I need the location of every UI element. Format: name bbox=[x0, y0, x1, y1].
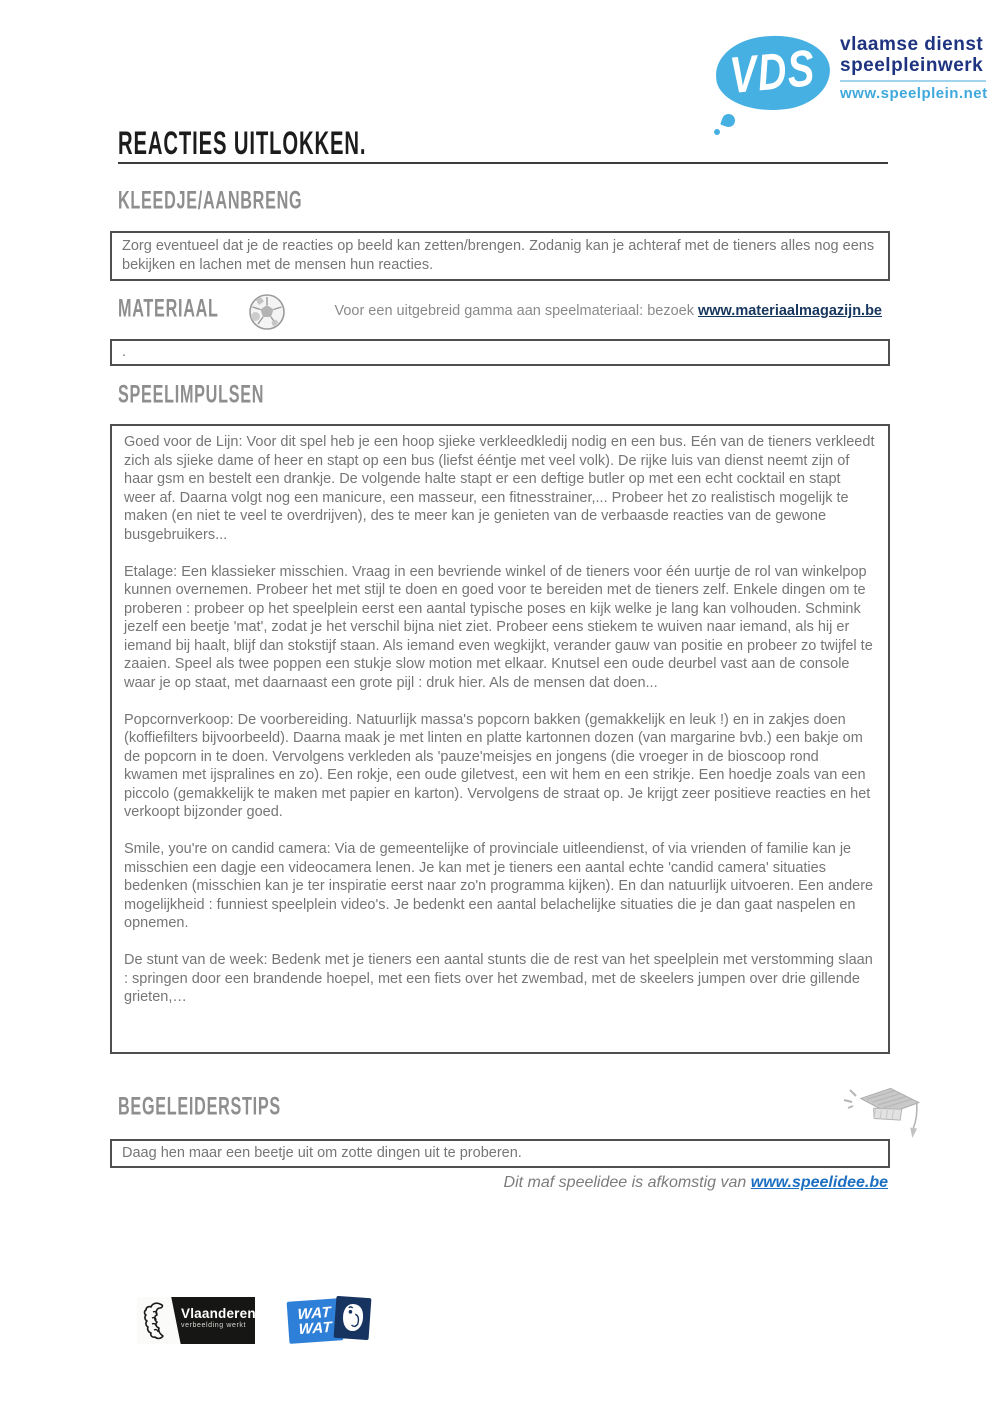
materiaal-note-text: Voor een uitgebreid gamma aan speelmateriaal: bezoek bbox=[334, 303, 698, 319]
vds-name-line1: vlaamse dienst bbox=[840, 34, 984, 55]
materiaalmagazijn-link[interactable]: www.materiaalmagazijn.be bbox=[698, 303, 882, 319]
paragraph-etalage: Etalage: Een klassieker misschien. Vraag in een bevriende winkel of de tieners voor één uurtje de rol van winkelpop kunnen overnemen. Probeer het met stijl te doen en goed voor te bereiden met de tieners zelf. Enkele dingen om te proberen : probeer op het speelplein eerst een aantal typische poses en kijk welke je lang kan volhouden. Schmink jezelf een beetje 'mat', zodat je het verschil bijna niet ziet. Probeer eens stiekem te wuiven naar iemand, als hij er iemand bij haalt, blijf dan stokstijf staan. Als iemand even wegkijkt, verander gauw van positie en probeer zo twijfel te zaaien. Speel als twee poppen een stukje slow motion met elkaar. Knutsel een oude deurbel vast aan de console waar je op staat, met daarnaast een grote pijl : druk hier. Als de mensen dat doen... bbox=[124, 563, 873, 691]
credit-line bbox=[300, 1174, 888, 1192]
watwat-owl-tile bbox=[334, 1296, 372, 1340]
vds-speech-bubble-icon bbox=[714, 33, 832, 113]
title-rule bbox=[118, 162, 888, 164]
vds-bubble-tail bbox=[720, 112, 737, 129]
watwat-logo bbox=[288, 1296, 370, 1346]
vlaanderen-name: Vlaanderen bbox=[181, 1306, 256, 1321]
heading-materiaal: MATERIAAL bbox=[118, 294, 219, 322]
vds-wordmark bbox=[840, 34, 990, 103]
paragraph-stunt-van-de-week: De stunt van de week: Bedenk met je tieners een aantal stunts die de rest van het speelplein met verstomming slaan : springen door een brandende hoepel, met een fiets over het zwembad, met de skeelers jumpen over drie gillende grieten,… bbox=[124, 952, 873, 1005]
vds-logo bbox=[712, 30, 990, 120]
begeleiderstips-textbox bbox=[110, 1139, 890, 1168]
heading-begeleiderstips: BEGELEIDERSTIPS bbox=[118, 1092, 281, 1120]
speelidee-link[interactable]: www.speelidee.be bbox=[750, 1174, 888, 1191]
vds-name-line2: speelpleinwerk bbox=[840, 55, 984, 76]
vlaanderen-logo bbox=[137, 1297, 255, 1344]
materiaal-note bbox=[300, 303, 882, 319]
page-title: REACTIES UITLOKKEN. bbox=[118, 124, 367, 161]
watwat-word-2: WAT bbox=[298, 1318, 333, 1339]
materiaal-textbox bbox=[110, 339, 890, 366]
paragraph-goed-voor-de-lijn: Goed voor de Lijn: Voor dit spel heb je een hoop sjieke verkleedkledij nodig en een bus. Eén van de tieners verkleedt zich als sjieke dame of heer en stapt op een bus (liefst ééntje met veel volk). De rijke luis van dienst neemt zijn of haar gsm en bestelt een drankje. De volgende halte stapt er een deftige butler op met een echt cocktail en stapt weer af. Daarna volgt nog een manicure, een masseur, een fitnesstrainer,... Probeer het zo realistisch mogelijk te maken (en niet te veel te overdrijven), des te meer kan je genieten van de verbaasde reacties van de gewone busgebruikers... bbox=[124, 434, 875, 543]
graduation-cap-icon bbox=[836, 1080, 928, 1147]
vlaanderen-wordmark bbox=[181, 1306, 256, 1329]
heading-speelimpulsen: SPEELIMPULSEN bbox=[118, 380, 265, 408]
materiaal-body: . bbox=[122, 344, 127, 360]
vlaanderen-tagline: verbeelding werkt bbox=[181, 1322, 247, 1329]
heading-kleedje-aanbreng: KLEEDJE/AANBRENG bbox=[118, 186, 303, 214]
owl-icon bbox=[338, 1301, 366, 1335]
vds-acronym: VDS bbox=[728, 39, 818, 105]
watwat-word-1: WAT bbox=[297, 1303, 332, 1324]
speelplein-net-link[interactable]: www.speelplein.net bbox=[840, 85, 988, 102]
flemish-lion-icon bbox=[140, 1300, 174, 1346]
soccer-ball-icon bbox=[247, 292, 287, 337]
speelimpulsen-textbox bbox=[110, 424, 890, 1054]
paragraph-popcornverkoop: Popcornverkoop: De voorbereiding. Natuurlijk massa's popcorn bakken (gemakkelijk en leuk !) en in zakjes doen (koffiefilters bijvoorbeeld). Daarna maak je met linten en platte kartonnen dozen (van margarine bvb.) een bakje om de popcorn in te doen. Vervolgens verkleden als 'pauze'meisjes en jongens (die vroeger in de bioscoop rond kwamen met ijspralines en zo). Een rokje, een oude giletvest, een wit hem en een strikje. Een hoedje zoals van een piccolo (gemakkelijk te maken met papier en karton). Vervolgens de straat op. Je krijgt zeer positieve reacties en het verkoopt bijzonder goed. bbox=[124, 711, 871, 820]
vds-divider bbox=[840, 80, 986, 82]
credit-text: Dit maf speelidee is afkomstig van bbox=[503, 1174, 751, 1191]
paragraph-candid-camera: Smile, you're on candid camera: Via de gemeentelijke of provinciale uitleendienst, of via vrienden of familie kan je misschien een dagje een videocamera lenen. Je kan met je tieners een aantal echte 'candid camera' situaties bedenken (misschien kan je ter inspiratie eerst naar zo'n programma kijken). En dan natuurlijk uitvoeren. Een andere mogelijkheid : funniest speelplein video's. Je bedenkt een aantal belachelijke situaties die je dan gaat naspelen en opnemen. bbox=[124, 841, 874, 931]
kleedje-textbox bbox=[110, 231, 890, 281]
begeleiderstips-body: Daag hen maar een beetje uit om zotte dingen uit te proberen. bbox=[122, 1145, 522, 1161]
kleedje-body: Zorg eventueel dat je de reacties op beeld kan zetten/brengen. Zodanig kan je achteraf met de tieners alles nog eens bekijken en lachen met de mensen hun reacties. bbox=[122, 238, 875, 273]
vds-bubble-dot bbox=[714, 129, 720, 135]
